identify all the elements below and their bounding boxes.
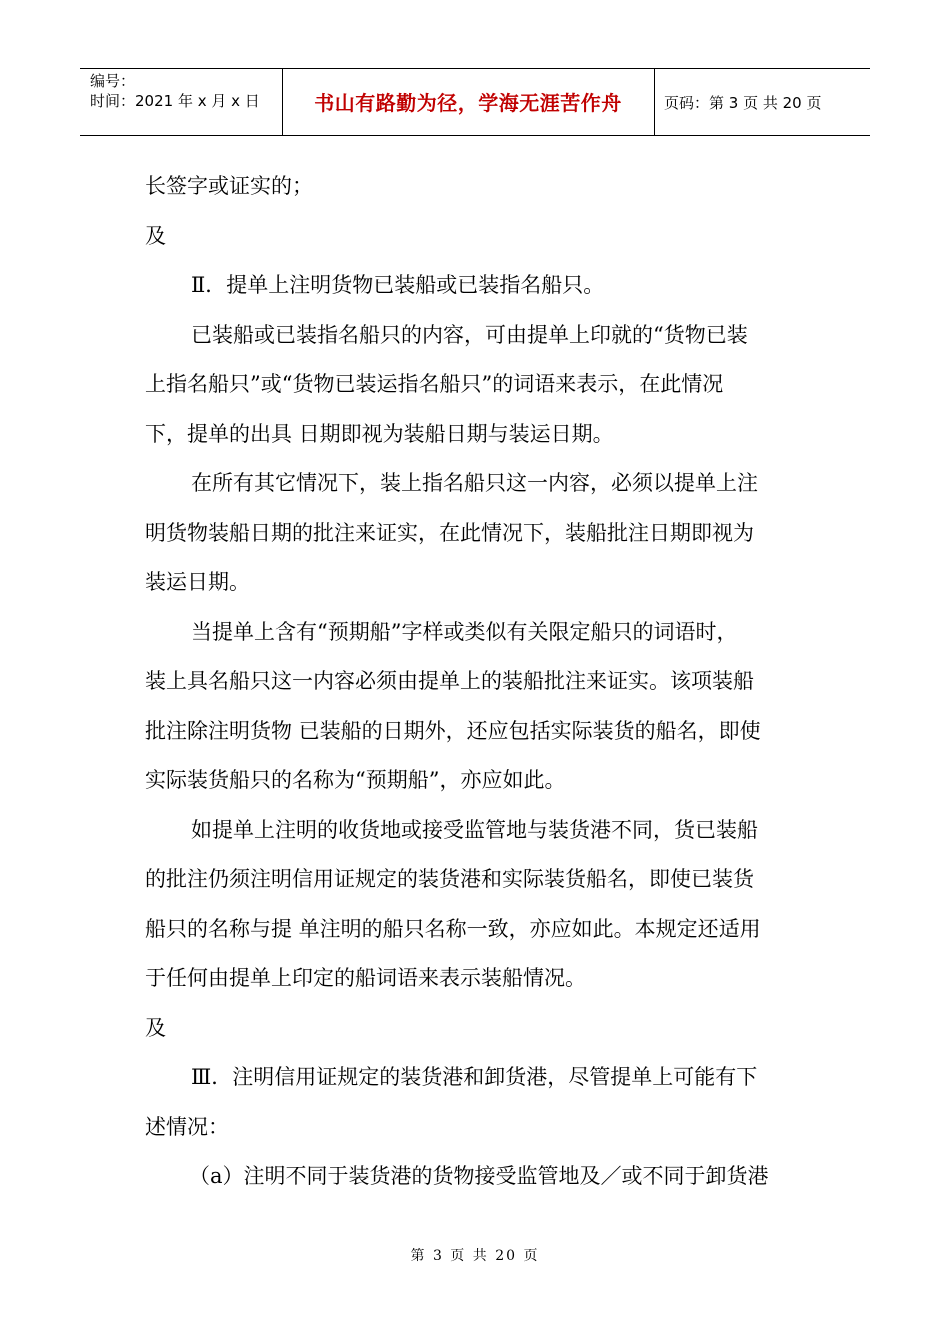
body-line: 船只的名称与提 单注明的船只名称一致，亦应如此。本规定还适用	[145, 916, 761, 941]
body-line: Ⅲ．注明信用证规定的装货港和卸货港，尽管提单上可能有下	[191, 1065, 758, 1089]
header-divider	[654, 69, 655, 135]
body-line: （a）注明不同于装货港的货物接受监管地及／或不同于卸货港	[189, 1164, 769, 1188]
body-line: 明货物装船日期的批注来证实，在此情况下，装船批注日期即视为	[145, 520, 754, 545]
page-header	[80, 68, 870, 136]
body-line: 及	[145, 1015, 166, 1040]
body-line: 及	[145, 223, 166, 248]
body-line: 实际装货船只的名称为“预期船”，亦应如此。	[145, 768, 566, 792]
body-line: 长签字或证实的；	[145, 174, 313, 198]
body-line: 装运日期。	[145, 570, 250, 594]
header-meta	[90, 71, 260, 111]
body-line: 装上具名船只这一内容必须由提单上的装船批注来证实。该项装船	[145, 669, 754, 693]
body-line: 批注除注明货物 已装船的日期外，还应包括实际装货的船名，即使	[145, 718, 761, 743]
body-line: 在所有其它情况下，装上指名船只这一内容，必须以提单上注	[191, 471, 758, 495]
header-motto: 书山有路勤为径，学海无涯苦作舟	[314, 91, 622, 115]
document-body	[145, 162, 810, 1202]
body-line: Ⅱ．提单上注明货物已装船或已装指名船只。	[191, 273, 605, 297]
body-line: 述情况：	[145, 1114, 229, 1139]
body-line: 已装船或已装指名船只的内容，可由提单上印就的“货物已装	[191, 322, 748, 347]
body-line: 于任何由提单上印定的船词语来表示装船情况。	[145, 966, 586, 990]
body-line: 上指名船只”或“货物已装运指名船只”的词语来表示，在此情况	[145, 372, 724, 396]
body-line: 如提单上注明的收货地或接受监管地与装货港不同，货已装船	[191, 817, 758, 842]
page-footer: 第 3 页 共 20 页	[410, 1248, 540, 1264]
body-line: 的批注仍须注明信用证规定的装货港和实际装货船名，即使已装货	[145, 867, 754, 891]
header-date-label: 时间：2021 年 x 月 x 日	[90, 92, 260, 110]
body-line: 当提单上含有“预期船”字样或类似有关限定船只的词语时，	[191, 619, 738, 644]
header-page-info: 页码：第 3 页 共 20 页	[664, 94, 822, 112]
body-line: 下，提单的出具 日期即视为装船日期与装运日期。	[145, 421, 614, 446]
header-code-label: 编号：	[90, 72, 136, 90]
